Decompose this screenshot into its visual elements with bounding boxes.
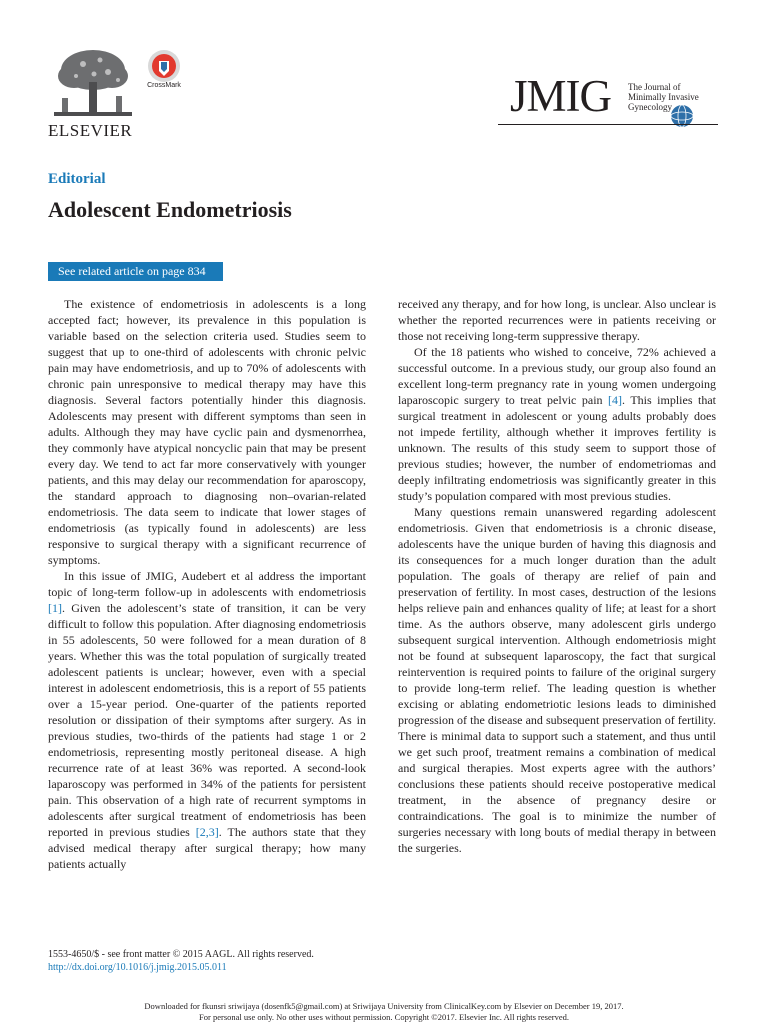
crossmark-label: CrossMark [147,82,181,89]
related-article-link[interactable]: See related article on page 834 [48,262,223,281]
body-column-left [48,296,366,872]
paragraph [398,344,716,504]
paragraph-text: . Given the adolescent’s state of transition, it can be very difficult to follow this population. After diagnosing endometriosis in 55 adolescents, 50 were followed for a mean duration of 8 years. Whether this was the total population of surgically treated adolescent patients is unclear; however, even with a special interest in adolescent endometriosis, this is a report of 55 patients over a 15-year period. One-quarter of the patients reported resolution or dissipation of their symptoms after surgery. As in previous studies, two-thirds of the patients had stage 1 or 2 endometriosis, representing mostly peritoneal disease. A high recurrence rate of at least 36% was reported. A second-look laparoscopy was performed in 34% of the patients for persistent pain. This observation of a high rate of recurrent symptoms in adolescents after surgical treatment of endometriosis has been reported in previous studies [48,601,366,839]
header-rule [498,124,718,125]
journal-name-line-1: The Journal of [628,82,681,92]
journal-logo-abbrev: JMIG [510,71,612,121]
body-column-right [398,296,716,856]
journal-name-line-3: Gynecology [628,102,672,112]
publisher-name: ELSEVIER [48,121,133,140]
paragraph: Many questions remain unanswered regarding adolescent endometriosis. Given that endometriosis is a chronic disease, adolescents have the unique burden of having this diagnosis and its consequences for a much longer duration than the adult population. The goals of therapy are relief of pain and preservation of fertility. In most cases, destruction of the lesions helps relieve pain and enhances quality of life; at least for a short time. As the authors observe, many adolescent girls undergo subsequent surgical intervention. Although endometriosis might not be found at subsequent laparoscopy, the fact that surgical reintervention is required points to failure of the original surgery to provide long-term relief. The leading question is whether excising or ablating endometriotic lesions leads to diminished progression of the disease and subsequent preservation of fertility. There is minimal data to support such a statement, and thus until we get such proof, treatment remains a combination of medical and surgical therapies. Most experts agree with the authors’ conclusions these patients should receive postoperative medical treatment, in the absence of pregnancy desire or contraindications. The goal is to minimize the number of surgeries necessary with long bouts of medial therapy in between the surgeries. [398,505,716,855]
doi-link[interactable]: http://dx.doi.org/10.1016/j.jmig.2015.05.011 [48,962,227,973]
paragraph-text: . The authors state that they advised medical therapy after surgical therapy; how many patients actually [48,825,366,871]
paragraph-text: In this issue of JMIG, Audebert et al address the important topic of long-term follow-up in adolescents with endometriosis [48,569,366,599]
section-label: Editorial [48,171,106,187]
crossmark-icon [146,49,182,83]
reference-link[interactable]: [4] [608,393,623,407]
download-notice-line-1: Downloaded for fkunsri sriwijaya (dosenfk5@gmail.com) at Sriwijaya University from ClinicalKey.com by Elsevier on December 19, 2017. [144,1001,624,1011]
paragraph: received any therapy, and for how long, is unclear. Also unclear is whether the reported recurrences were in patients receiving or those not receiving long-term suppressive therapy. [398,297,716,343]
issn-copyright: 1553-4650/$ - see front matter © 2015 AAGL. All rights reserved. [48,949,314,960]
paragraph-text: Of the 18 patients who wished to conceive, 72% achieved a successful outcome. In a previous study, our group also found an excellent long-term pregnancy rate in young women undergoing laparoscopic surgery to treat pelvic pain [398,345,716,407]
crossmark-badge[interactable] [146,49,182,99]
paragraph [48,568,366,872]
paragraph: The existence of endometriosis in adolescents is a long accepted fact; however, its prevalence in this population is variable based on the selection criteria used. Studies seem to suggest that up to one-third of adolescents with chronic pelvic pain may have endometriosis, and up to 70% of adolescents with chronic pain unresponsive to medical therapy may have this diagnosis. Several factors potentially hinder this diagnosis. Adolescents may present with different symptoms than seen in adults. Although they may have cyclic pain and dysmenorrhea, they commonly have atypical noncyclic pain that may be present every day. We tend to act far more conservatively with younger patients, and this may delay our recommendation for aparoscopy, the standard approach to diagnosing non–ovarian-related endometriosis. The data seem to indicate that lower stages of endometriosis (as typically found in adolescents) are less responsive to surgical therapy with a significant recurrence of symptoms. [48,297,366,567]
paragraph-text: . This implies that surgical treatment in adolescent or young adults probably does not impede fertility, although whether it improves fertility is unknown. The results of this study seem to support those of previous studies; however, the number of endometriomas and deeply infiltrating endometriosis was significantly greater in this study’s population compared with most previous studies. [398,393,716,503]
article-title: Adolescent Endometriosis [48,197,292,222]
journal-name-line-2: Minimally Invasive [628,92,699,102]
download-notice [0,1001,768,1023]
download-notice-line-2: For personal use only. No other uses without permission. Copyright ©2017. Elsevier Inc. All rights reserved. [199,1012,569,1022]
reference-link[interactable]: [1] [48,601,62,615]
reference-link[interactable]: [2,3] [195,825,219,839]
